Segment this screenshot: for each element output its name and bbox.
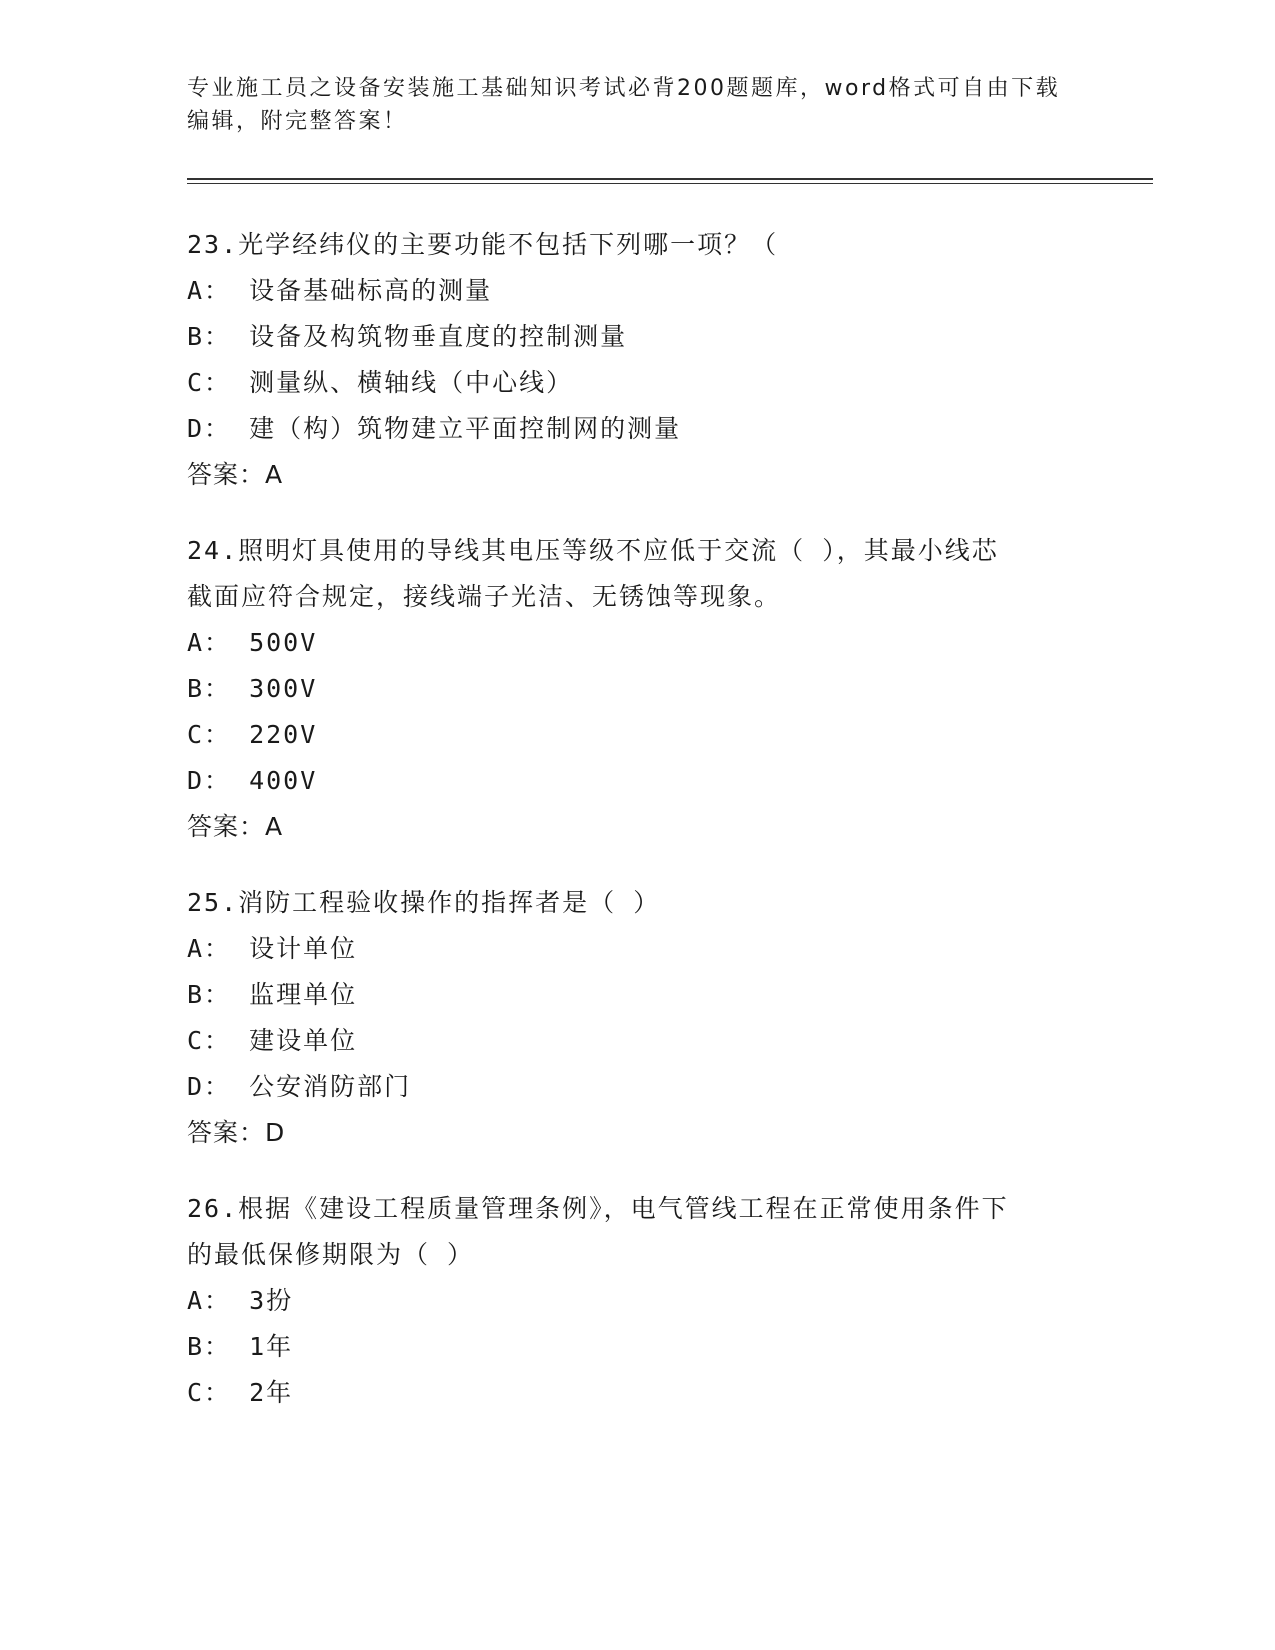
answer: 答案：A (187, 460, 284, 489)
option-letter: C： (187, 1026, 232, 1055)
question-25 (187, 880, 1087, 1156)
option-text: 设备基础标高的测量 (249, 276, 493, 305)
option-c (187, 1370, 1087, 1416)
option-text: 2年 (249, 1378, 294, 1407)
option-d (187, 406, 1087, 452)
option-a (187, 926, 1087, 972)
option-letter: C： (187, 1378, 232, 1407)
option-b (187, 972, 1087, 1018)
option-d (187, 1064, 1087, 1110)
option-text: 设备及构筑物垂直度的控制测量 (249, 322, 628, 351)
answer: 答案：A (187, 812, 284, 841)
option-text: 建设单位 (249, 1026, 358, 1055)
option-letter: A： (187, 628, 232, 657)
question-26 (187, 1186, 1087, 1416)
option-d (187, 758, 1087, 804)
header-divider-top (187, 178, 1153, 180)
option-letter: C： (187, 720, 232, 749)
header-line-2: 编辑，附完整答案！ (187, 109, 408, 134)
option-letter: D： (187, 1072, 232, 1101)
question-stem-line-2: 的最低保修期限为（ ） (187, 1240, 475, 1269)
option-letter: A： (187, 934, 232, 963)
document-header (187, 72, 1087, 138)
answer: 答案：D (187, 1118, 286, 1147)
option-a (187, 268, 1087, 314)
question-stem-line-1: 26.根据《建设工程质量管理条例》，电气管线工程在正常使用条件下 (187, 1194, 1009, 1223)
option-letter: A： (187, 276, 232, 305)
option-a (187, 620, 1087, 666)
option-text: 测量纵、横轴线（中心线） (249, 368, 574, 397)
question-stem-line-1: 24.照明灯具使用的导线其电压等级不应低于交流（ ），其最小线芯 (187, 536, 999, 565)
option-text: 公安消防部门 (249, 1072, 412, 1101)
header-divider-bottom (187, 183, 1153, 184)
question-24 (187, 528, 1087, 850)
option-b (187, 666, 1087, 712)
option-letter: B： (187, 1332, 232, 1361)
option-text: 300V (249, 674, 318, 703)
header-line-1: 专业施工员之设备安装施工基础知识考试必背200题题库，word格式可自由下载 (187, 76, 1061, 101)
option-c (187, 1018, 1087, 1064)
option-text: 3扮 (249, 1286, 294, 1315)
question-stem: 25.消防工程验收操作的指挥者是（ ） (187, 888, 661, 917)
option-text: 建（构）筑物建立平面控制网的测量 (249, 414, 682, 443)
question-stem: 23.光学经纬仪的主要功能不包括下列哪一项？（ (187, 230, 779, 259)
option-text: 监理单位 (249, 980, 358, 1009)
option-text: 400V (249, 766, 318, 795)
option-c (187, 712, 1087, 758)
option-letter: B： (187, 674, 232, 703)
option-a (187, 1278, 1087, 1324)
option-letter: C： (187, 368, 232, 397)
option-text: 设计单位 (249, 934, 358, 963)
question-23 (187, 222, 1087, 498)
option-text: 1年 (249, 1332, 294, 1361)
option-text: 220V (249, 720, 318, 749)
option-letter: D： (187, 414, 232, 443)
option-c (187, 360, 1087, 406)
question-stem-line-2: 截面应符合规定，接线端子光洁、无锈蚀等现象。 (187, 582, 782, 611)
option-letter: D： (187, 766, 232, 795)
option-b (187, 1324, 1087, 1370)
option-b (187, 314, 1087, 360)
option-text: 500V (249, 628, 318, 657)
option-letter: B： (187, 980, 232, 1009)
option-letter: A： (187, 1286, 232, 1315)
option-letter: B： (187, 322, 232, 351)
